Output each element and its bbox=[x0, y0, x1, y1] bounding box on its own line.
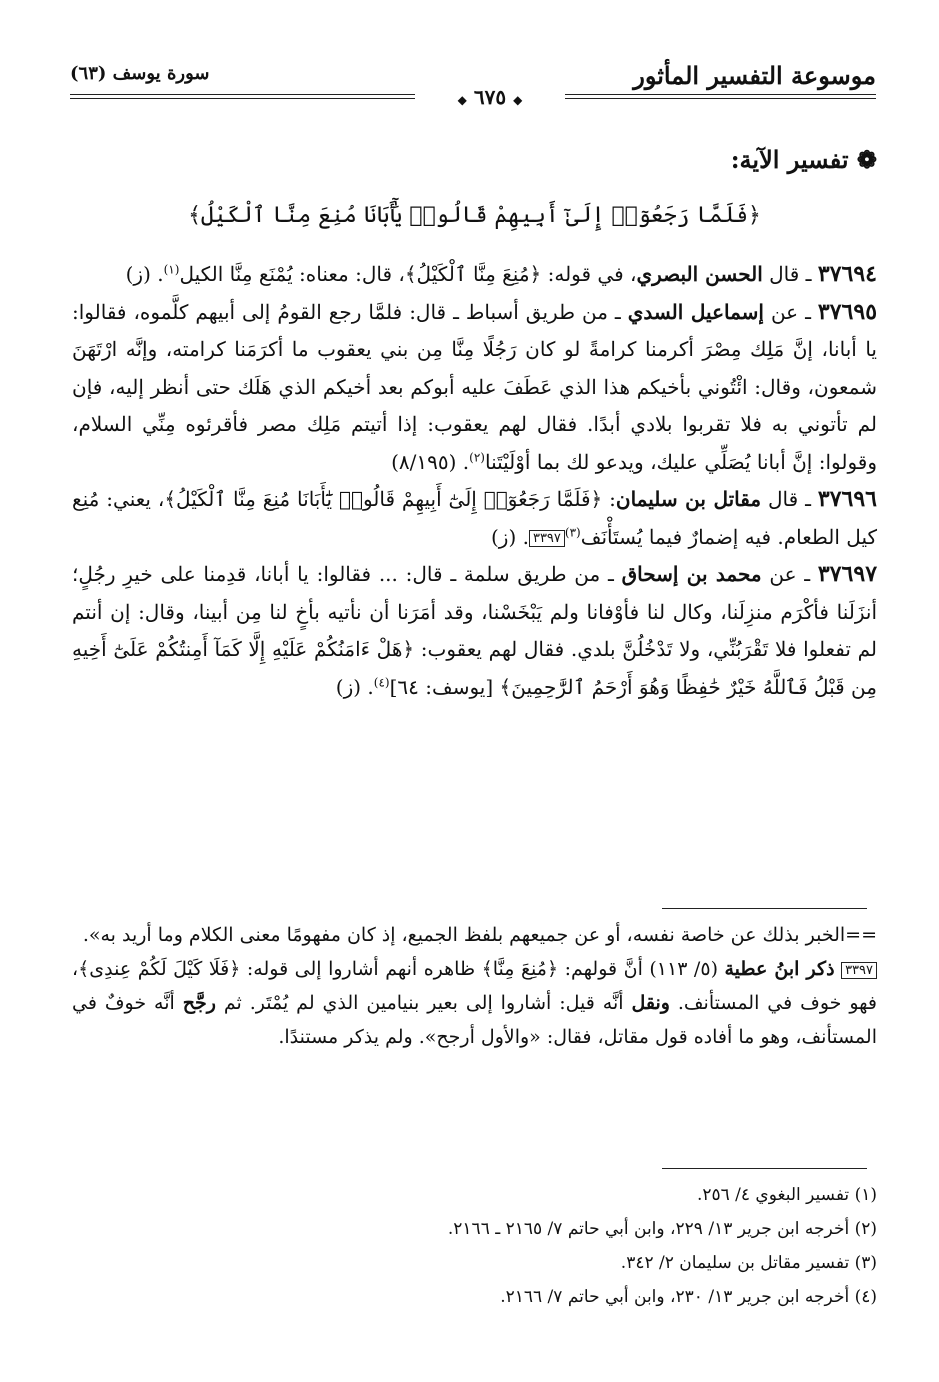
surah-title: سورة يوسف (٦٣) bbox=[70, 63, 210, 84]
narration-tail: . (٨/١٩٥) bbox=[391, 449, 470, 474]
narration-entry: ٣٧٦٩٥ ـ عن إسماعيل السدي ـ من طريق أسباط ـ قال: فلمَّا رجع القومُ إلى أبيهم كلَّموه، فقالوا: يا أبانا، إنَّ مَلِك مِصْرَ أكرمنا كرامةً لو كان رَجُلًا مِنَّا مِن بني يعقوب ما أكرَمَنا كرامته، وإنَّه ارْتَهَنَ شمعون، وقال: ائْتُوني بأخيكم هذا الذي عَطَفَ عليه أبوكم بعد أخيكم الذي هَلَك حتى أنظر إليه، فإن لم تأتوني به فلا تقربوا بلادي أبدًا. فقال لهم يعقوب: إذا أتيتم مَلِك مصر فأقرئوه مِنِّي السلام، وقولوا: إنَّ أبانا يُصَلِّي عليك، ويدعو لك بما أوْلَيْتَنا$^{(٢)}$. (٨/١٩٥) bbox=[72, 298, 878, 474]
flower-ornament-icon: ❁ bbox=[856, 145, 877, 174]
narration-entry: ٣٧٦٩٦ ـ قال مقاتل بن سليمان: ﴿فَلَمَّا رَجَعُوٓا۟ إِلَىٰٓ أَبِيهِمْ قَالُوا۟ يَٰٓأَبَانَا مُنِعَ مِنَّا ٱلْكَيْلُ﴾، يعني: مُنِع كيل الطعام. فيه إضمارٌ فيما يُستَأْنَف$^{(٣)}$٣٣٩٧. (ز) bbox=[72, 486, 877, 549]
narration-intro: قال bbox=[762, 262, 800, 286]
quran-verse: ﴿فَلَمَّا رَجَعُوٓا۟ إِلَىٰٓ أَبِيهِمْ قَالُوا۟ يَٰٓأَبَانَا مُنِعَ مِنَّا ٱلْكَيْلُ﴾ bbox=[188, 203, 761, 228]
narration-tail: . (ز) bbox=[335, 674, 374, 699]
narrator-name: الحسن البصري bbox=[636, 262, 763, 286]
narration-tail: . (ز) bbox=[490, 524, 529, 549]
narration-text: ـ من طريق أسباط ـ قال: فلمَّا رجع القومُ إلى أبيهم كلَّموه، فقالوا: يا أبانا، إنَّ مَلِك مِصْرَ أكرمنا كرامةً لو كان رَجُلًا مِنَّا مِن بني يعقوب ما أكرَمَنا كرامته، وإنَّه ارْتَهَنَ شمعون، وقال: ائْتُوني بأخيكم هذا الذي عَطَفَ عليه أبوكم بعد أخيكم الذي هَلَك حتى أنظر إليه، فإن لم تأتوني به فلا تقربوا بلادي أبدًا. فقال لهم يعقوب: إذا أتيتم مَلِك مصر فأقرئوه مِنِّي السلام، وقولوا: إنَّ أبانا يُصَلِّي عليك، ويدعو لك بما أوْلَيْتَنا bbox=[72, 299, 877, 474]
footnote: (١) تفسير البغوي ٤/ ٢٥٦. bbox=[696, 1185, 877, 1205]
commentary-text: أنَّه قيل: أشاروا إلى بعير بنيامين الذي لم يُمْتَر. ثم bbox=[215, 992, 632, 1014]
footnote-marker: (٣) bbox=[564, 524, 581, 539]
section-heading-text: تفسير الآية: bbox=[730, 145, 849, 174]
narration-number: ٣٧٦٩٥ bbox=[817, 298, 878, 325]
header-rule-right-2 bbox=[565, 98, 876, 99]
commentary-text: (٥/ ١١٣) أنَّ قولهم: ﴿مُنِعَ مِنَّا﴾ ظاهره أنهم أشاروا إلى قوله: ﴿فَلَا كَيْلَ لَكُمْ عِندِى﴾، فهو خوف في المستأنف. bbox=[72, 958, 877, 1014]
commentary-block bbox=[72, 918, 877, 1054]
page-header bbox=[70, 55, 876, 115]
cross-reference-box[interactable]: ٣٣٩٧ bbox=[529, 530, 565, 547]
narrator-name: مقاتل بن سليمان bbox=[615, 487, 762, 511]
commentator-name: ذكر ابنُ عطية bbox=[724, 958, 835, 980]
narration-tail: . (ز) bbox=[125, 262, 164, 286]
footnote-marker: (٤) bbox=[373, 674, 390, 689]
narration-text: ـ من طريق سلمة ـ قال: ... فقالوا: يا أبانا، قدِمنا على خيرِ رجُلٍ؛ أنزَلَنا فأكْرَم منزِلَنا، وكال لنا فأوْفانا ولم يَبْخَسْنا، وقد أمَرَنا أن نأتيه بأخٍ لنا مِن أبينا، وقال: إن أنتم لم تفعلوا فلا تَقْرَبُنِّي، ولا تَدْخُلُنَّ بلدي. فقال لهم يعقوب: ﴿هَلْ ءَامَنُكُمْ عَلَيْهِ إِلَّا كَمَآ أَمِنتُكُمْ عَلَىٰٓ أَخِيهِ مِن قَبْلُ فَٱللَّهُ خَيْرٌ حَٰفِظًا وَهُوَ أَرْحَمُ ٱلرَّٰحِمِينَ﴾ [يوسف: ٦٤] bbox=[72, 562, 877, 699]
page-number: ٦٧٥ bbox=[473, 85, 507, 109]
footnotes bbox=[72, 1178, 877, 1314]
narration-entry: ٣٧٦٩٤ ـ قال الحسن البصري، في قوله: ﴿مُنِعَ مِنَّا ٱلْكَيْلُ﴾، قال: معناه: يُمْنَع مِنَّا الكيل$^{(١)}$. (ز) bbox=[125, 261, 877, 287]
narration-text: : ﴿فَلَمَّا رَجَعُوٓا۟ إِلَىٰٓ أَبِيهِمْ قَالُوا۟ يَٰٓأَبَانَا مُنِعَ مِنَّا ٱلْكَيْلُ﴾، يعني: مُنِع كيل الطعام. فيه إضمارٌ فيما يُستَأْنَف bbox=[72, 487, 877, 549]
footnote-marker: (١) bbox=[163, 262, 180, 277]
page-number-box bbox=[415, 85, 565, 109]
commentary-paragraph bbox=[72, 952, 877, 1054]
narration-intro: عن bbox=[761, 562, 797, 586]
narration-number: ٣٧٦٩٦ bbox=[817, 486, 877, 512]
commentary-text: أنَّه خوفٌ في المستأنف، وهو ما أفاده قول مقاتل، فقال: «والأول أرجح». ولم يذكر مستندًا. bbox=[72, 992, 877, 1048]
narrator-name: محمد بن إسحاق bbox=[621, 562, 762, 586]
section-heading bbox=[72, 140, 877, 180]
commentary-keyword: رجَّح bbox=[182, 992, 216, 1014]
narrator-name: إسماعيل السدي bbox=[627, 299, 764, 324]
narration-text: ، في قوله: ﴿مُنِعَ مِنَّا ٱلْكَيْلُ﴾، قال: معناه: يُمْنَع مِنَّا الكيل bbox=[179, 262, 637, 286]
diamond-ornament-icon: ◆ bbox=[513, 93, 523, 107]
main-text bbox=[72, 140, 877, 706]
narration-number: ٣٧٦٩٤ bbox=[817, 261, 877, 287]
footnote: (٣) تفسير مقاتل بن سليمان ٢/ ٣٤٢. bbox=[620, 1253, 877, 1273]
narration-entry: ٣٧٦٩٧ ـ عن محمد بن إسحاق ـ من طريق سلمة ـ قال: ... فقالوا: يا أبانا، قدِمنا على خيرِ رجُلٍ؛ أنزَلَنا فأكْرَم منزِلَنا، وكال لنا فأوْفانا ولم يَبْخَسْنا، وقد أمَرَنا أن نأتيه بأخٍ لنا مِن أبينا، وقال: إن أنتم لم تفعلوا فلا تَقْرَبُنِّي، ولا تَدْخُلُنَّ بلدي. فقال لهم يعقوب: ﴿هَلْ ءَامَنُكُمْ عَلَيْهِ إِلَّا كَمَآ أَمِنتُكُمْ عَلَىٰٓ أَخِيهِ مِن قَبْلُ فَٱللَّهُ خَيْرٌ حَٰفِظًا وَهُوَ أَرْحَمُ ٱلرَّٰحِمِينَ﴾ [يوسف: ٦٤]$^{(٤)}$. (ز) bbox=[72, 561, 878, 699]
footnote: (٢) أخرجه ابن جرير ١٣/ ٢٢٩، وابن أبي حاتم ٧/ ٢١٦٥ ـ ٢١٦٦. bbox=[447, 1219, 877, 1239]
narration-intro: عن bbox=[764, 299, 799, 324]
diamond-ornament-icon: ◆ bbox=[457, 93, 467, 107]
header-rule-left bbox=[70, 94, 415, 95]
header-rule-right bbox=[565, 94, 876, 95]
header-rule-left-2 bbox=[70, 98, 415, 99]
narration-number: ٣٧٦٩٧ bbox=[817, 561, 878, 587]
footnote: (٤) أخرجه ابن جرير ١٣/ ٢٣٠، وابن أبي حاتم ٧/ ٢١٦٦. bbox=[500, 1287, 877, 1307]
commentary-reference-box[interactable]: ٣٣٩٧ bbox=[841, 962, 877, 979]
commentary-divider bbox=[662, 908, 867, 909]
book-title: موسوعة التفسير المأثور bbox=[633, 61, 876, 90]
footnote-marker: (٢) bbox=[469, 449, 485, 464]
footnotes-divider bbox=[662, 1168, 867, 1169]
narration-intro: قال bbox=[761, 487, 799, 511]
commentary-continuation: ==الخبر بذلك عن خاصة نفسه، أو عن جميعهم بلفظ الجميع، إذ كان مفهومًا معنى الكلام وما أريد به». bbox=[82, 924, 877, 946]
commentary-keyword: ونقل bbox=[631, 992, 670, 1014]
